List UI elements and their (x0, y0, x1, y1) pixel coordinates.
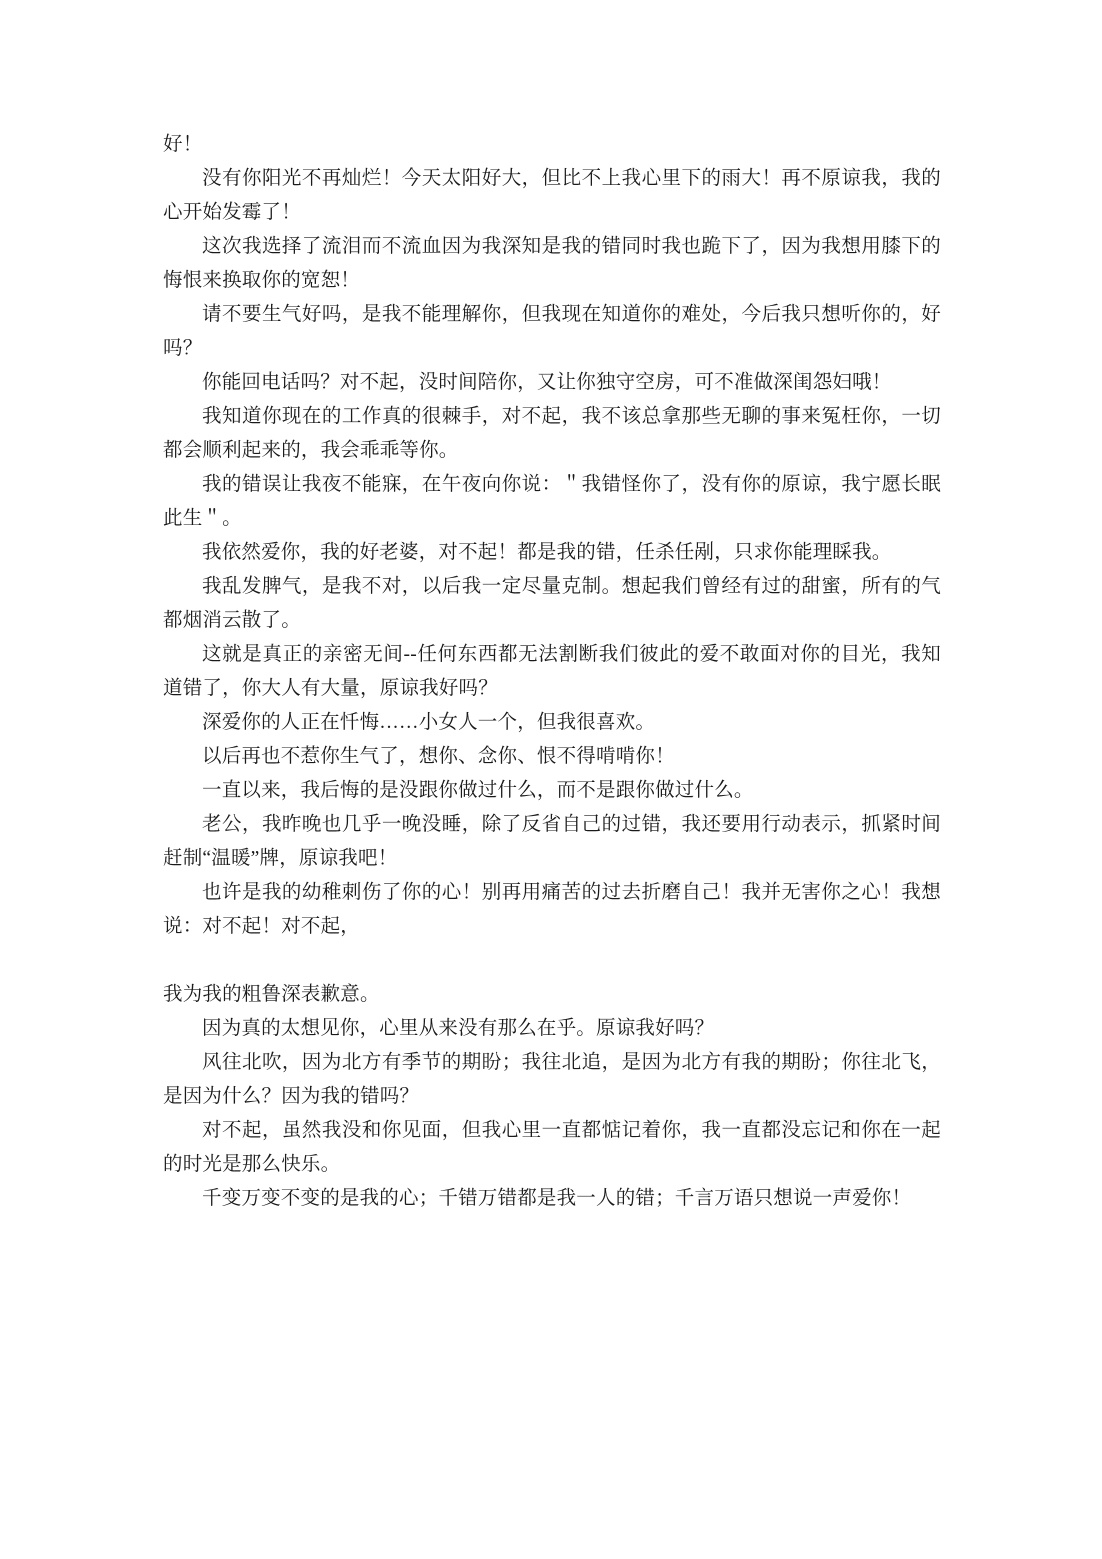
paragraph: 千变万变不变的是我的心；千错万错都是我一人的错；千言万语只想说一声爱你！ (202, 1188, 912, 1209)
paragraph: 我依然爱你，我的好老婆，对不起！都是我的错，任杀任剐，只求你能理睬我。 (202, 542, 892, 563)
paragraph: 没有你阳光不再灿烂！今天太阳好大，但比不上我心里下的雨大！再不原谅我，我的心开始发霉了！ (163, 168, 941, 223)
paragraph: 我知道你现在的工作真的很棘手，对不起，我不该总拿那些无聊的事来冤枉你，一切都会顺利起来的，我会乖乖等你。 (163, 406, 941, 461)
paragraph: 这次我选择了流泪而不流血因为我深知是我的错同时我也跪下了，因为我想用膝下的悔恨来换取你的宽恕！ (163, 236, 941, 291)
paragraph: 我为我的粗鲁深表歉意。 (163, 984, 380, 1005)
paragraph: 请不要生气好吗，是我不能理解你，但我现在知道你的难处，今后我只想听你的，好吗？ (163, 304, 941, 359)
paragraph: 我乱发脾气，是我不对，以后我一定尽量克制。想起我们曾经有过的甜蜜，所有的气都烟消云散了。 (163, 576, 941, 631)
paragraph: 风往北吹，因为北方有季节的期盼；我往北追，是因为北方有我的期盼；你往北飞，是因为什么？因为我的错吗？ (163, 1052, 941, 1107)
paragraph: 老公，我昨晚也几乎一晚没睡，除了反省自己的过错，我还要用行动表示，抓紧时间赶制“温暖”牌，原谅我吧！ (163, 814, 941, 869)
paragraph: 好！ (163, 134, 203, 155)
paragraph: 也许是我的幼稚刺伤了你的心！别再用痛苦的过去折磨自己！我并无害你之心！我想说：对不起！对不起， (163, 882, 941, 937)
paragraph: 深爱你的人正在忏悔……小女人一个，但我很喜欢。 (202, 712, 656, 733)
paragraph: 我的错误让我夜不能寐，在午夜向你说：＂我错怪你了，没有你的原谅，我宁愿长眠此生＂。 (163, 474, 941, 529)
paragraph: 你能回电话吗？对不起，没时间陪你，又让你独守空房，可不准做深闺怨妇哦！ (202, 372, 892, 393)
paragraph: 对不起，虽然我没和你见面，但我心里一直都惦记着你，我一直都没忘记和你在一起的时光是那么快乐。 (163, 1120, 941, 1175)
document-body (163, 128, 941, 1216)
paragraph: 因为真的太想见你，心里从来没有那么在乎。原谅我好吗？ (202, 1018, 715, 1039)
paragraph: 一直以来，我后悔的是没跟你做过什么，而不是跟你做过什么。 (202, 780, 754, 801)
paragraph: 这就是真正的亲密无间--任何东西都无法割断我们彼此的爱不敢面对你的目光，我知道错了，你大人有大量，原谅我好吗？ (163, 644, 941, 699)
paragraph-spacer (163, 944, 941, 978)
paragraph: 以后再也不惹你生气了，想你、念你、恨不得啃啃你！ (202, 746, 675, 767)
